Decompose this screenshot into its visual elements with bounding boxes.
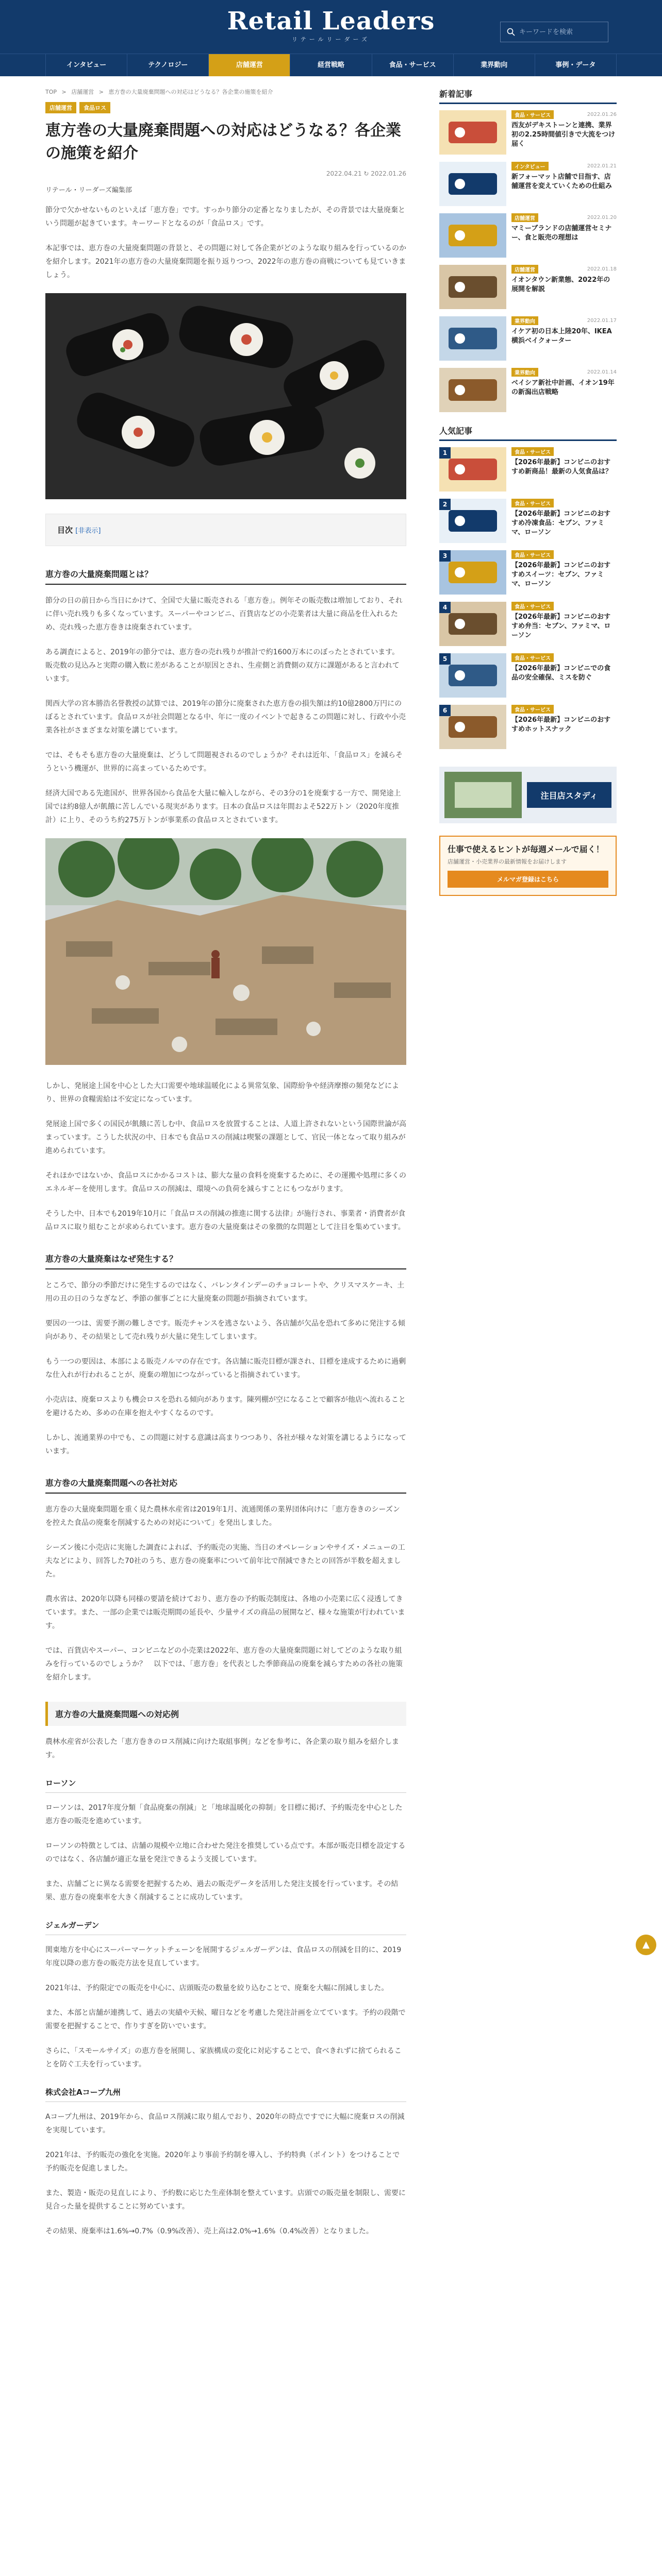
company-paragraph: また、製造・販売の見直しにより、予約数に応じた生産体制を整えています。店頭での販売量を制限し、需要に見合った量を提供することに努めています。 xyxy=(45,2189,406,2211)
ranking-item[interactable] xyxy=(439,550,617,595)
side-badge: インタビュー xyxy=(511,162,549,171)
ranking-item[interactable] xyxy=(439,602,617,646)
side-text xyxy=(511,265,617,309)
banner-text: 注目店スタディ xyxy=(540,791,598,801)
new-article-item[interactable] xyxy=(439,110,617,155)
ranking-item[interactable] xyxy=(439,499,617,543)
section-paragraph: 恵方巻の大量廃棄問題を重く見た農林水産省は2019年1月、流通関係の業界団体向けに「恵方巻きのシーズンを控えた食品の廃棄を削減するための対応について」を発出しました。 xyxy=(45,1505,400,1527)
side-badge: 食品・サービス xyxy=(511,110,554,119)
thumbnail-wrap xyxy=(439,602,506,646)
side-text xyxy=(511,162,617,206)
side-date: 2022.01.14 xyxy=(587,369,617,375)
landfill-photo xyxy=(45,838,406,1065)
company-paragraph: また、本部と店舗が連携して、過去の実績や天候、曜日などを考慮した発注計画を立てています。予約の段階で需要を把握することで、作りすぎを防いでいます。 xyxy=(45,2009,406,2030)
side-meta xyxy=(511,368,617,377)
side-title: 【2026年最新】コンビニのおすすめ新商品！最新の人気食品は？ xyxy=(511,459,613,476)
section-heading: 恵方巻の大量廃棄はなぜ発生する？ xyxy=(45,1252,406,1269)
side-text xyxy=(511,653,617,698)
breadcrumb xyxy=(45,88,406,96)
side-title: 【2026年最新】コンビニのおすすめスイーツ：セブン、ファミマ、ローソン xyxy=(511,562,611,588)
side-date: 2022.01.20 xyxy=(587,215,617,221)
side-badge: 食品・サービス xyxy=(511,602,554,611)
article-title: 恵方巻の大量廃棄問題への対応はどうなる？各企業の施策を紹介 xyxy=(45,122,401,162)
side-meta xyxy=(511,550,617,559)
side-meta xyxy=(511,653,617,662)
section-paragraph: ところで、節分の季節だけに発生するのではなく、バレンタインデーのチョコレートや、クリスマスケーキ、土用の丑の日のうなぎなど、季節の催事ごとに大量廃棄の問題が指摘されています。 xyxy=(45,1281,405,1303)
breadcrumb-sep: > xyxy=(98,89,104,95)
section-paragraph: しかし、流通業界の中でも、この問題に対する意識は高まりつつあり、各社が様々な対策を講じるようになっています。 xyxy=(45,1434,406,1455)
logo-subtext: リテールリーダーズ xyxy=(291,36,370,43)
section-paragraph: シーズン後に小売店に実施した調査によれば、予約販売の実施、当日のオペレーションやサイズ・メニューの工夫などにより、回答した70社のうち、恵方巻の廃棄率について前年比で削減できたとの回答が半数を超えました。 xyxy=(45,1544,405,1579)
section-paragraph: 発展途上国で多くの国民が飢餓に苦しむ中、食品ロスを放置することは、人道上許されないという国際世論が高まっています。こうした状況の中、日本でも食品ロスの削減は喫緊の課題として、官民一体となって取り組みが進められています。 xyxy=(45,1120,406,1155)
thumbnail-wrap xyxy=(439,316,506,361)
side-title: 【2026年最新】コンビニのおすすめ冷凍食品：セブン、ファミマ、ローソン xyxy=(511,510,611,536)
ranking-item[interactable] xyxy=(439,705,617,749)
ranking-item[interactable] xyxy=(439,653,617,698)
ehomaki-photo xyxy=(45,293,406,499)
table-of-contents xyxy=(45,514,406,546)
thumbnail-wrap xyxy=(439,265,506,309)
side-title: イオンタウン新業態、2022年の展開を解説 xyxy=(511,276,610,293)
section-paragraph: 農林水産省が公表した「恵方巻きのロス削減に向けた取組事例」などを参考に、各企業の取り組みを紹介します。 xyxy=(45,1738,399,1759)
nav-item[interactable]: 業界動向 xyxy=(453,54,535,76)
sidebar xyxy=(439,88,617,2249)
page-top-button[interactable] xyxy=(636,1935,656,1955)
article-tags xyxy=(45,102,406,113)
nav-item[interactable]: 食品・サービス xyxy=(372,54,453,76)
section-heading-boxed: 恵方巻の大量廃棄問題への対応例 xyxy=(45,1702,406,1726)
side-meta xyxy=(511,602,617,611)
thumbnail-wrap xyxy=(439,705,506,749)
toc-label: 目次 xyxy=(57,526,73,535)
thumbnail-wrap xyxy=(439,550,506,595)
section-heading: 恵方巻の大量廃棄問題への各社対応 xyxy=(45,1477,406,1494)
section-paragraph: 経済大国である先進国が、世界各国から食品を大量に輸入しながら、その3分の1を廃棄する一方で、開発途上国では約8億人が飢餓に苦しんでいる現実があります。日本の食品ロスは年間およそ522万トン（2020年度推計）に上り、そのうち約275万トンが事業系の食品ロスとされています。 xyxy=(45,789,401,824)
thumbnail-wrap xyxy=(439,162,506,206)
sidebar-ranking-heading: 人気記事 xyxy=(439,425,617,441)
side-badge: 食品・サービス xyxy=(511,705,554,714)
rank-number: 1 xyxy=(439,447,451,459)
side-title: ベイシア新社中計画、イオン19年の新潟出店戦略 xyxy=(511,379,615,396)
side-badge: 業界動向 xyxy=(511,368,538,377)
sidebar-new-heading: 新着記事 xyxy=(439,88,617,104)
side-meta xyxy=(511,705,617,714)
side-meta xyxy=(511,265,617,274)
new-article-item[interactable] xyxy=(439,265,617,309)
section-paragraph: 農水省は、2020年以降も同様の要請を続けており、恵方巻の予約販売制度は、各地の小売業に広く浸透してきています。また、一部の企業では販売期間の延長や、少量サイズの商品の展開など、様々な施策が行われています。 xyxy=(45,1595,405,1630)
side-meta xyxy=(511,316,617,325)
newsletter-subtitle: 店舗運営・小売業界の最新情報をお届けします xyxy=(448,858,567,865)
section-paragraph: 節分の日の前日から当日にかけて、全国で大量に販売される「恵方巻」。例年その販売数は増加しており、それに伴い売れ残りも多くなっています。スーパーやコンビニ、百貨店などの小売業者は大量に商品を仕入れるため、売れ残った恵方巻きは廃棄されています。 xyxy=(45,597,403,632)
company-heading: 株式会社Aコープ九州 xyxy=(45,2087,406,2102)
rank-number: 3 xyxy=(439,550,451,562)
logo-text: Retail Leaders xyxy=(227,7,435,36)
side-date: 2022.01.17 xyxy=(587,318,617,324)
side-meta xyxy=(511,447,617,456)
intro-paragraph: 本記事では、恵方巻の大量廃棄問題の背景と、その問題に対して各企業がどのような取り組みを行っているのかを紹介します。2021年の恵方巻の大量廃棄問題を振り返りつつ、2022年の恵方巻の商戦についても見ていきましょう。 xyxy=(45,244,406,279)
new-article-item[interactable] xyxy=(439,368,617,412)
company-paragraph: ローソンの特徴としては、店舗の規模や立地に合わせた発注を推奨している点です。本部が販売目標を設定するのではなく、各店舗が適正な量を発注できるよう支援しています。 xyxy=(45,1842,406,1863)
toc-toggle[interactable]: [非表示] xyxy=(75,527,101,535)
side-title: マミーブランドの店舗運営セミナー、食と販売の理想は xyxy=(511,225,612,242)
side-meta xyxy=(511,213,617,222)
side-text xyxy=(511,705,617,749)
rank-number: 4 xyxy=(439,602,451,613)
side-badge: 店舗運営 xyxy=(511,213,538,222)
side-text xyxy=(511,110,617,155)
thumbnail xyxy=(439,162,506,206)
section-paragraph: もう一つの要因は、本部による販売ノルマの存在です。各店舗に販売目標が課され、目標を達成するために過剰な仕入れが行われることが、廃棄の増加につながっていると指摘されています。 xyxy=(45,1358,406,1379)
side-text xyxy=(511,602,617,646)
search-icon xyxy=(507,28,515,36)
side-text xyxy=(511,550,617,595)
arrow-up-icon: ▲ xyxy=(642,1939,650,1950)
side-badge: 食品・サービス xyxy=(511,550,554,559)
company-paragraph: Aコープ九州は、2019年から、食品ロス削減に取り組んでおり、2020年の時点ですでに大幅に廃棄ロスの削減を実現しています。 xyxy=(45,2113,405,2134)
rank-number: 5 xyxy=(439,653,451,665)
thumbnail xyxy=(439,368,506,412)
section-paragraph: しかし、発展途上国を中心とした大口需要や地球温暖化による異常気象、国際紛争や経済摩擦の頻発などにより、世界の食糧需給は不安定になっています。 xyxy=(45,1082,399,1104)
side-date: 2022.01.18 xyxy=(587,266,617,272)
thumbnail xyxy=(439,110,506,155)
new-article-item[interactable] xyxy=(439,316,617,361)
side-text xyxy=(511,368,617,412)
thumbnail-wrap xyxy=(439,213,506,258)
company-paragraph: 2021年は、予約限定での販売を中心に、店頭販売の数量を絞り込むことで、廃棄を大幅に削減しました。 xyxy=(45,1984,389,1992)
company-paragraph: 関東地方を中心にスーパーマーケットチェーンを展開するジェルガーデンは、食品ロスの削減を目的に、2019年度以降の恵方巻の販売方法を見直しています。 xyxy=(45,1946,402,1968)
breadcrumb-current: 恵方巻の大量廃棄問題への対応はどうなる？各企業の施策を紹介 xyxy=(108,89,273,95)
side-date: 2022.01.26 xyxy=(587,112,617,117)
rank-number: 2 xyxy=(439,499,451,510)
study-banner[interactable] xyxy=(439,767,617,823)
company-heading: ローソン xyxy=(45,1777,406,1793)
breadcrumb-top[interactable]: TOP xyxy=(45,89,57,95)
tag-category[interactable]: 店舗運営 xyxy=(45,102,76,113)
breadcrumb-category[interactable]: 店舗運営 xyxy=(71,89,94,95)
nav-item[interactable]: インタビュー xyxy=(45,54,127,76)
side-meta xyxy=(511,162,617,171)
thumbnail xyxy=(439,265,506,309)
side-title: 【2026年最新】コンビニのおすすめ弁当：セブン、ファミマ、ローソン xyxy=(511,613,611,639)
section-heading: 恵方巻の大量廃棄問題とは？ xyxy=(45,568,406,585)
thumbnail-wrap xyxy=(439,447,506,492)
company-paragraph: さらに、「スモールサイズ」の恵方巻を展開し、家族構成の変化に対応することで、食べきれずに捨てられることを防ぐ工夫を行っています。 xyxy=(45,2047,402,2069)
site-header xyxy=(0,0,662,54)
new-article-item[interactable] xyxy=(439,213,617,258)
company-heading: ジェルガーデン xyxy=(45,1920,406,1935)
section-paragraph: そうした中、日本でも2019年10月に「食品ロスの削減の推進に関する法律」が施行され、事業者・消費者が食品ロスに取り組むことが求められています。恵方巻の大量廃棄はその象徴的な問題として注目を集めています。 xyxy=(45,1210,406,1231)
newsletter-button[interactable]: メルマガ登録はこちら xyxy=(448,871,608,888)
rank-number: 6 xyxy=(439,705,451,716)
section-paragraph: それほかではないか、食品ロスにかかるコストは、膨大な量の食料を廃棄するために、その運搬や処理に多くのエネルギーを使用します。食品ロスの削減は、環境への負荷を減らすことにもつながります。 xyxy=(45,1172,406,1193)
intro-paragraph: 節分で欠かせないものといえば「恵方巻」です。すっかり節分の定番となりましたが、その背景では大量廃棄という問題が起きています。キーワードとなるのが「食品ロス」です。 xyxy=(45,206,406,228)
nav-item[interactable]: 事例・データ xyxy=(535,54,617,76)
company-paragraph: また、店舗ごとに異なる需要を把握するため、過去の販売データを活用した発注支援を行っています。その結果、恵方巻の廃棄率を大きく削減することに成功しています。 xyxy=(45,1880,399,1902)
section-paragraph: では、百貨店やスーパー、コンビニなどの小売業は2022年、恵方巻の大量廃棄問題に対してどのような取り組みを行っているのでしょうか？ 以下では、「恵方巻」を代表とした季節商品の廃棄を減らすための各社の施策を紹介します。 xyxy=(45,1647,403,1682)
side-badge: 業界動向 xyxy=(511,316,538,325)
ranking-item[interactable] xyxy=(439,447,617,492)
side-badge: 食品・サービス xyxy=(511,447,554,456)
side-title: 【2026年最新】コンビニでの食品の安全確保、ミスを防ぐ xyxy=(511,665,611,682)
section-paragraph: では、そもそも恵方巻の大量廃棄は、どうして問題視されるのでしょうか？それは近年、「食品ロス」を減らそうという機運が、世界的に高まっているためです。 xyxy=(45,751,403,773)
company-paragraph: 2021年は、予約販売の強化を実施。2020年より事前予約制を導入し、予約特典（ポイント）をつけることで予約販売を促進しました。 xyxy=(45,2151,400,2173)
thumbnail-wrap xyxy=(439,110,506,155)
thumbnail xyxy=(439,213,506,258)
article-dates: 2022.04.21 ↻ 2022.01.26 xyxy=(326,170,406,177)
global-nav xyxy=(0,54,662,76)
side-badge: 食品・サービス xyxy=(511,653,554,662)
thumbnail-wrap xyxy=(439,653,506,698)
company-paragraph: その結果、廃棄率は1.6%→0.7%（0.9%改善）、売上高は2.0%→1.6%（0.4%改善）となりました。 xyxy=(45,2227,373,2235)
side-badge: 店舗運営 xyxy=(511,265,538,274)
nav-item[interactable]: 店舗運営 xyxy=(208,54,290,76)
thumbnail-wrap xyxy=(439,368,506,412)
section-paragraph: ある調査によると、2019年の節分では、恵方巻の売れ残りが推計で約1600万本にのぼったとされています。販売数の見込みと実際の購入数に差があることが原因とされ、生産側と消費側の双方に課題があると言われています。 xyxy=(45,648,400,683)
thumbnail xyxy=(439,316,506,361)
section-paragraph: 小売店は、廃棄ロスよりも機会ロスを恐れる傾向があります。陳列棚が空になることで顧客が他店へ流れることを避けるため、多めの在庫を抱えやすくなるのです。 xyxy=(45,1396,406,1417)
nav-item[interactable]: 経営戦略 xyxy=(290,54,371,76)
side-meta xyxy=(511,499,617,507)
side-meta xyxy=(511,110,617,119)
nav-item[interactable]: テクノロジー xyxy=(127,54,208,76)
side-title: 【2026年最新】コンビニのおすすめホットスナック xyxy=(511,716,611,733)
section-paragraph: 関西大学の宮本勝浩名誉教授の試算では、2019年の節分に廃棄された恵方巻の損失額は約10億2800万円にのぼるとされています。食品ロスが社会問題となる中、年に一度のイベントで起きるこの問題に対し、行政や小売業各社がさまざまな対策を講じています。 xyxy=(45,700,406,735)
search-box[interactable] xyxy=(500,22,608,42)
side-date: 2022.01.21 xyxy=(587,163,617,169)
side-text xyxy=(511,316,617,361)
tag-topic[interactable]: 食品ロス xyxy=(79,102,110,113)
section-paragraph: 要因の一つは、需要予測の難しさです。販売チャンスを逃さないよう、各店舗が欠品を恐れて多めに発注する傾向があり、その結果として売れ残りが大量に発生してしまいます。 xyxy=(45,1319,406,1341)
newsletter-title: 仕事で使えるヒントが毎週メールで届く！ xyxy=(448,844,604,854)
side-text xyxy=(511,213,617,258)
article-main xyxy=(45,88,406,2249)
company-paragraph: ローソンは、2017年度分類「食品廃棄の削減」と「地球温暖化の抑制」を目標に掲げ、予約販売を中心とした恵方巻の販売を進めています。 xyxy=(45,1804,403,1825)
side-text xyxy=(511,499,617,543)
side-title: イケア初の日本上陸20年、IKEA横浜ベイクォーター xyxy=(511,328,612,345)
breadcrumb-sep: > xyxy=(61,89,67,95)
new-article-item[interactable] xyxy=(439,162,617,206)
search-input[interactable] xyxy=(519,28,602,36)
side-badge: 食品・サービス xyxy=(511,499,554,507)
side-title: 新フォーマット店舗で目指す、店舗運営を変えていくための仕組み xyxy=(511,173,613,190)
article-author[interactable]: リテール・リーダーズ編集部 xyxy=(45,187,132,194)
newsletter-box xyxy=(439,836,617,896)
thumbnail-wrap xyxy=(439,499,506,543)
side-text xyxy=(511,447,617,492)
side-title: 西友がデキストーンと連携、業界初の2.25時間値引きで大流をつけ届く xyxy=(511,122,616,148)
